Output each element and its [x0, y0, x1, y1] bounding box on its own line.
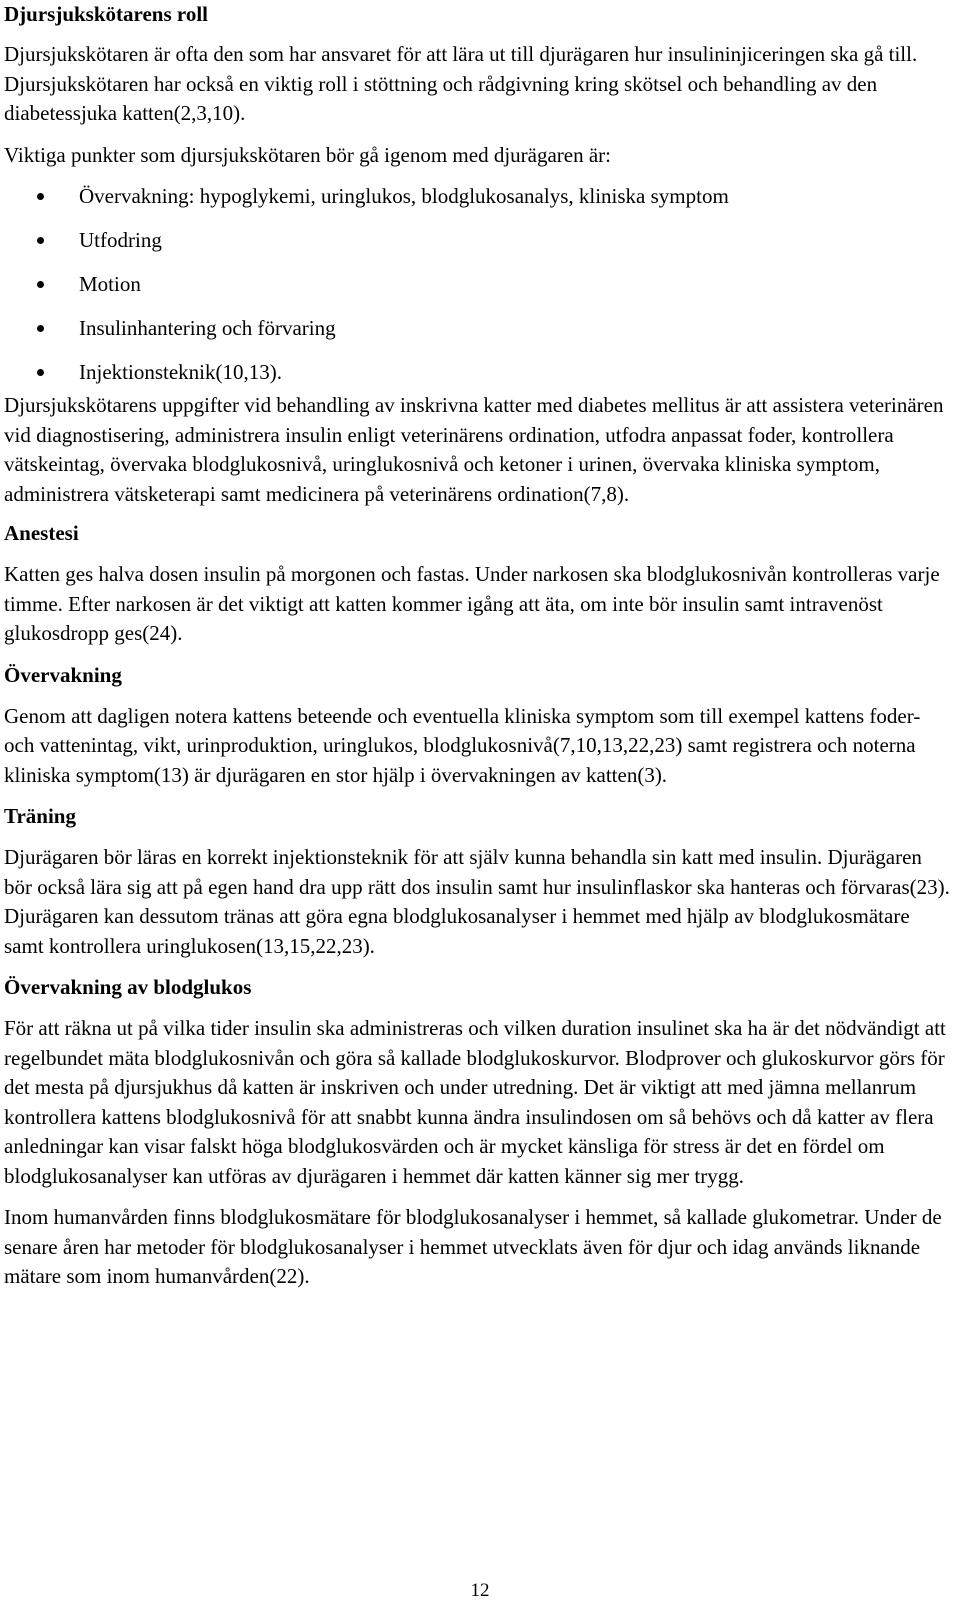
- list-item: [4, 270, 954, 314]
- list-item: [4, 314, 954, 358]
- list-item-text: Injektionsteknik(10,13).: [79, 360, 282, 384]
- paragraph-overvakning: Genom att dagligen notera kattens beteende och eventuella kliniska symptom som till exempel kattens foder- och vattenintag, vikt, urinproduktion, uringlukos, blodglukosnivå(7,10,13,22,23) samt registrera och noterna kliniska symptom(13) är djurägaren en stor hjälp i övervakningen av katten(3).: [4, 703, 921, 787]
- list-item-text: Insulinhantering och förvaring: [79, 316, 336, 340]
- paragraph-blodglukos-1: För att räkna ut på vilka tider insulin ska administreras och vilken duration insulinet ska ha är det nödvändigt att regelbundet mäta blodglukosnivån och göra så kallade blodglukoskurvor. Blodprover och glukoskurvor görs för det mesta på djursjukhus då katten är inskriven och under utredning. Det är viktigt att med jämna mellanrum kontrollera kattens blodglukosnivå för att snabbt kunna ändra insulindosen om så behövs och då katter av flera anledningar kan visar falskt höga blodglukosvärden och är mycket känsliga för stress är det en fördel om blodglukosanalyser kan utföras av djurägaren i hemmet där katten känner sig mer trygg.: [4, 1016, 946, 1188]
- heading-overvakning: Övervakning: [4, 662, 122, 687]
- list-item: [4, 182, 954, 226]
- list-item-text: Motion: [79, 272, 141, 296]
- paragraph-anestesi: Katten ges halva dosen insulin på morgonen och fastas. Under narkosen ska blodglukosnivån kontrolleras varje timme. Efter narkosen är det viktigt att katten kommer igång att äta, om inte bör insulin samt intravenöst glukosdropp ges(24).: [4, 562, 940, 645]
- bullet-list: [4, 182, 954, 391]
- heading-djursjukskotarens-roll: Djursjukskötarens roll: [4, 2, 209, 26]
- list-item-text: Utfodring: [79, 228, 162, 252]
- bullet-icon: [37, 369, 44, 376]
- bullet-icon: [37, 237, 44, 244]
- paragraph-uppgifter: Djursjukskötarens uppgifter vid behandling av inskrivna katter med diabetes mellitus är att assistera veterinären vid diagnostisering, administrera insulin enligt veterinärens ordination, utfodra anpassat foder, kontrollera vätskeintag, övervaka blodglukosnivå, uringlukosnivå och ketoner i urinen, övervaka kliniska symptom, administrera vätsketerapi samt medicinera på veterinärens ordination(7,8).: [4, 393, 944, 506]
- list-item-text: Övervakning: hypoglykemi, uringlukos, blodglukosanalys, kliniska symptom: [79, 184, 729, 208]
- paragraph-traning: Djurägaren bör läras en korrekt injektionsteknik för att själv kunna behandla sin katt med insulin. Djurägaren bör också lära sig att på egen hand dra upp rätt dos insulin samt hur insulinflaskor ska hanteras och förvaras(23). Djurägaren kan dessutom tränas att göra egna blodglukosanalyser i hemmet med hjälp av blodglukosmätare samt kontrollera uringlukosen(13,15,22,23).: [4, 845, 950, 958]
- heading-overvakning-av-blodglukos: Övervakning av blodglukos: [4, 975, 252, 999]
- paragraph-viktiga-punkter: Viktiga punkter som djursjukskötaren bör gå igenom med djurägaren är:: [4, 142, 612, 167]
- paragraph-roll-intro: Djursjukskötaren är ofta den som har ansvaret för att lära ut till djurägaren hur insulininjiceringen ska gå till. Djursjukskötaren har också en viktig roll i stöttning och rådgivning kring skötsel och behandling av den diabetessjuka katten(2,3,10).: [4, 42, 918, 125]
- bullet-icon: [37, 281, 44, 288]
- page-number: 12: [470, 1580, 490, 1601]
- document-page: [4, 0, 954, 1292]
- heading-traning: Träning: [4, 804, 76, 828]
- bullet-icon: [37, 193, 44, 200]
- heading-anestesi: Anestesi: [4, 521, 79, 545]
- bullet-icon: [37, 325, 44, 332]
- list-item: [4, 226, 954, 270]
- paragraph-blodglukos-2: Inom humanvården finns blodglukosmätare för blodglukosanalyser i hemmet, så kallade glukometrar. Under de senare åren har metoder för blodglukosanalyser i hemmet utvecklats även för djur och idag används liknande mätare som inom humanvården(22).: [4, 1205, 942, 1288]
- list-item: [4, 358, 954, 391]
